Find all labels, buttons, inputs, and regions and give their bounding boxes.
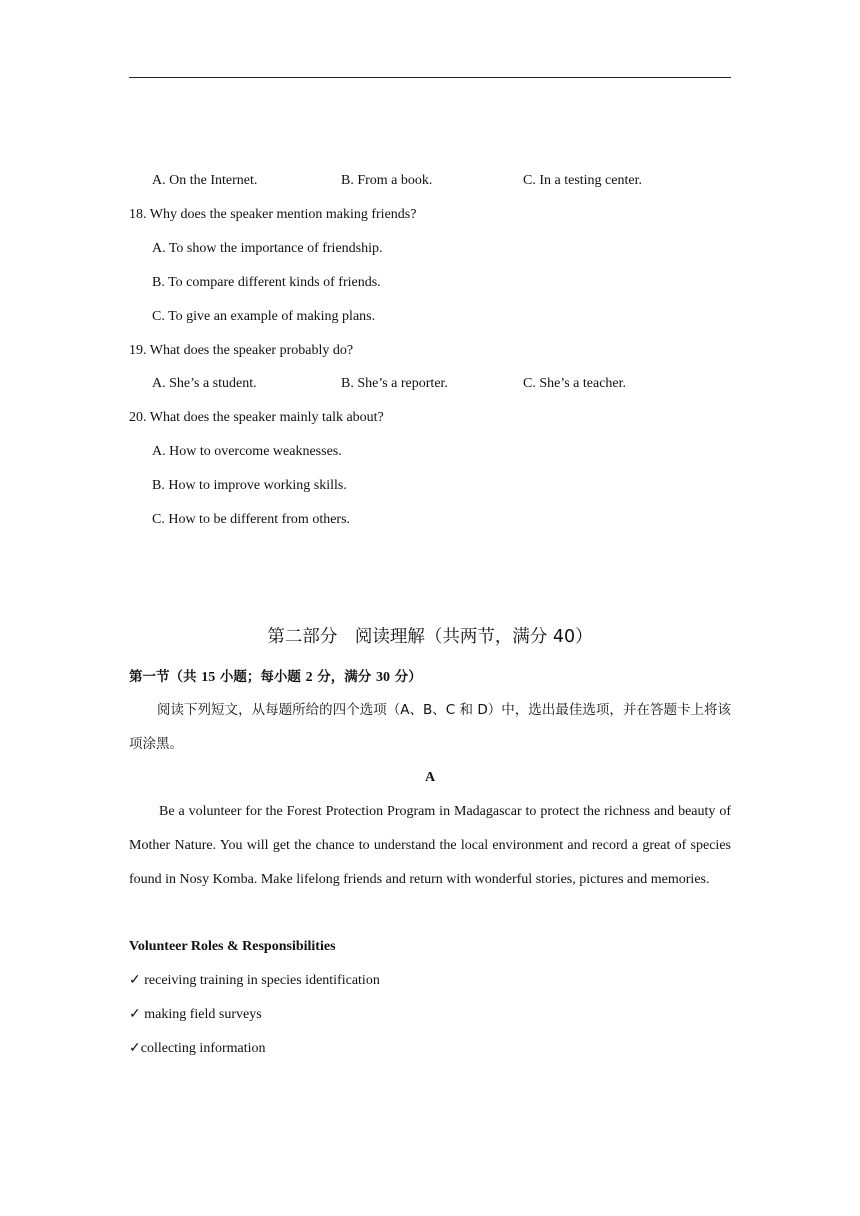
section-one-prefix: 第一节（共 — [129, 669, 202, 685]
section-one-mid-2: 分，满分 — [312, 669, 377, 685]
q18-stem: 18. Why does the speaker mention making friends? — [129, 207, 417, 222]
q18-option-b: B. To compare different kinds of friends. — [152, 275, 381, 290]
section-one-mid-1: 小题；每小题 — [215, 669, 306, 685]
part-two-title: 第二部分 阅读理解（共两节，满分 40） — [267, 627, 593, 647]
section-one-heading — [129, 668, 422, 687]
passage-a-label: A — [424, 770, 436, 785]
passage-a-paragraph: Be a volunteer for the Forest Protection Program in Madagascar to protect the richness and beauty of Mother Nature. You will get the chance to understand the local environment and record a great of species found in Nosy Komba. Make lifelong friends and return with wonderful stories, pictures and memories. — [129, 804, 731, 887]
q19-option-c: C. She’s a teacher. — [523, 376, 627, 391]
q17-option-a: A. On the Internet. — [152, 173, 258, 188]
list-item: ✓collecting information — [129, 1041, 266, 1056]
q19-option-a: A. She’s a student. — [152, 376, 257, 391]
section-one-points-each: 2 — [305, 670, 313, 685]
q20-option-a: A. How to overcome weaknesses. — [152, 444, 342, 459]
section-one-total-points: 30 — [376, 670, 391, 685]
q20-option-b: B. How to improve working skills. — [152, 478, 347, 493]
q20-option-c: C. How to be different from others. — [152, 512, 351, 527]
q20-stem: 20. What does the speaker mainly talk about? — [129, 410, 384, 425]
q17-option-b: B. From a book. — [341, 173, 433, 188]
q17-option-c: C. In a testing center. — [523, 173, 642, 188]
section-one-question-count: 15 — [201, 670, 216, 685]
volunteer-roles-heading: Volunteer Roles & Responsibilities — [129, 939, 336, 954]
list-item: ✓ making field surveys — [129, 1007, 262, 1022]
page-header-rule — [129, 77, 731, 78]
q18-option-c: C. To give an example of making plans. — [152, 309, 376, 324]
section-one-suffix: 分） — [390, 669, 422, 685]
reading-instruction: 阅读下列短文，从每题所给的四个选项（A、B、C 和 D）中，选出最佳选项，并在答题卡上将该项涂黑。 — [129, 702, 731, 752]
q19-option-b: B. She’s a reporter. — [341, 376, 448, 391]
q19-stem: 19. What does the speaker probably do? — [129, 343, 354, 358]
q18-option-a: A. To show the importance of friendship. — [152, 241, 383, 256]
list-item: ✓ receiving training in species identification — [129, 973, 380, 988]
